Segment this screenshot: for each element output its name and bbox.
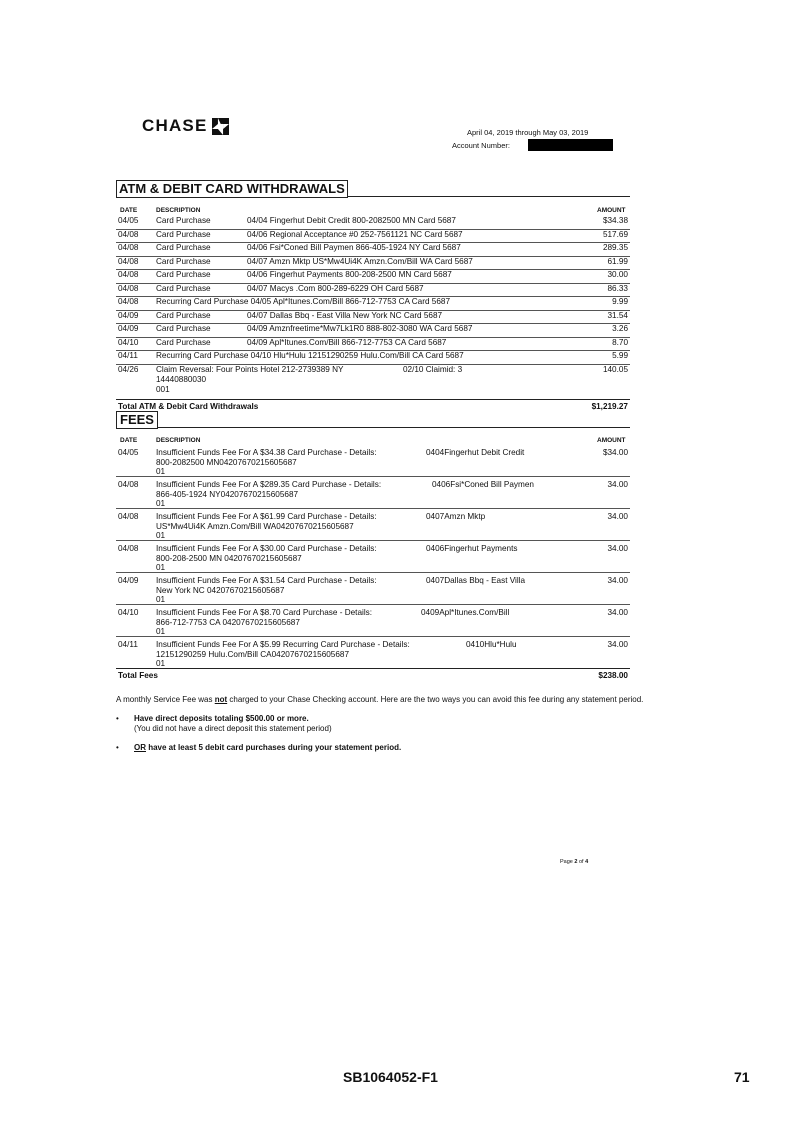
row-type: Card Purchase (156, 324, 211, 333)
row-amount: 289.35 (602, 243, 628, 252)
row-date: 04/10 (118, 608, 139, 617)
row-amount: 8.70 (612, 337, 628, 347)
row-date: 04/08 (118, 270, 139, 279)
withdrawals-total-amount: $1,219.27 (591, 401, 628, 411)
row-type: Card Purchase (156, 216, 211, 225)
fees-section-header (116, 411, 630, 429)
row-date: 04/08 (118, 480, 139, 489)
fee-merchant: 0406Fsi*Coned Bill Paymen (432, 480, 534, 489)
fee-line-3: 01 (156, 467, 166, 476)
table-row (116, 230, 630, 244)
bullet-1-subtext: (You did not have a direct deposit this statement period) (134, 723, 332, 733)
row-type: Card Purchase (156, 337, 211, 347)
fee-line-1: Insufficient Funds Fee For A $8.70 Card Purchase - Details: (156, 608, 373, 617)
bullet-2-or: OR (134, 743, 146, 752)
row-amount: 34.00 (607, 544, 628, 553)
row-description: 04/07 Dallas Bbq - East Villa New York NC Card 5687 (247, 310, 443, 320)
account-number-label: Account Number: (452, 141, 510, 150)
table-row (116, 243, 630, 257)
section-rule (116, 427, 630, 428)
fees-total-label: Total Fees (118, 671, 158, 680)
row-date: 04/10 (118, 337, 139, 347)
page-label: Page (560, 859, 573, 865)
table-row (116, 324, 630, 338)
fee-line-1: Insufficient Funds Fee For A $289.35 Card Purchase - Details: (156, 480, 382, 489)
fee-line-2: US*Mw4Ui4K Amzn.Com/Bill WA04207670215605687 (156, 521, 354, 531)
claim-line-1: Claim Reversal: Four Points Hotel 212-2739389 NY (156, 364, 344, 374)
row-description: 04/06 Fsi*Coned Bill Paymen 866-405-1924 NY Card 5687 (247, 243, 461, 252)
row-type: Card Purchase (156, 283, 211, 293)
row-date: 04/26 (118, 364, 139, 374)
row-date: 04/08 (118, 297, 139, 306)
claim-line-1-id: 02/10 Claimid: 3 (403, 364, 463, 374)
bullet-dot: • (116, 743, 119, 752)
page-total: 4 (585, 859, 589, 865)
row-type: Card Purchase (156, 256, 211, 266)
fees-total-row (116, 668, 630, 683)
fee-line-3: 01 (156, 531, 166, 540)
fees-col-description: DESCRIPTION (156, 437, 201, 444)
fee-line-1: Insufficient Funds Fee For A $31.54 Card Purchase - Details: (156, 576, 377, 585)
row-amount: 34.00 (607, 608, 628, 617)
chase-logo (142, 116, 229, 136)
row-amount: 5.99 (612, 351, 628, 360)
row-type: Card Purchase (156, 243, 211, 252)
table-row (116, 445, 630, 477)
notice-not: not (214, 695, 228, 704)
footer-page-number: 71 (734, 1069, 750, 1085)
fee-line-2: 866-712-7753 CA 04207670215605687 (156, 617, 300, 627)
row-date: 04/08 (118, 256, 139, 266)
row-amount: 3.26 (612, 324, 628, 333)
table-row (116, 541, 630, 573)
fee-merchant: 0407Amzn Mktp (426, 512, 486, 521)
row-description: 04/06 Fingerhut Payments 800-208-2500 MN Card 5687 (247, 270, 452, 279)
fee-merchant: 0404Fingerhut Debit Credit (426, 448, 525, 457)
row-amount: 9.99 (612, 297, 628, 306)
row-description: 04/07 Macys .Com 800-289-6229 OH Card 5687 (247, 283, 424, 293)
row-date: 04/08 (118, 512, 139, 521)
table-row (116, 311, 630, 325)
row-amount: 140.05 (602, 364, 628, 374)
row-description: 04/07 Amzn Mktp US*Mw4Ui4K Amzn.Com/Bill WA Card 5687 (247, 256, 473, 266)
bullet-dot: • (116, 714, 119, 723)
row-description: Recurring Card Purchase 04/10 Hlu*Hulu 12151290259 Hulu.Com/Bill CA Card 5687 (156, 351, 464, 360)
row-amount: 86.33 (607, 283, 628, 293)
table-row (116, 216, 630, 230)
table-row (116, 605, 630, 637)
row-description: 04/04 Fingerhut Debit Credit 800-2082500 MN Card 5687 (247, 216, 456, 225)
row-amount: 31.54 (607, 310, 628, 320)
withdrawals-col-date: DATE (120, 207, 138, 214)
footer-document-code: SB1064052-F1 (343, 1069, 438, 1085)
row-date: 04/09 (118, 324, 139, 333)
fee-line-3: 01 (156, 627, 166, 636)
table-row (116, 351, 630, 365)
row-date: 04/09 (118, 576, 139, 585)
row-date: 04/05 (118, 448, 139, 457)
table-row (116, 338, 630, 352)
row-date: 04/11 (118, 640, 138, 649)
row-amount: $34.00 (602, 448, 628, 457)
fee-line-1: Insufficient Funds Fee For A $61.99 Card Purchase - Details: (156, 512, 377, 521)
table-row (116, 637, 630, 668)
fee-merchant: 0409Apl*Itunes.Com/Bill (421, 608, 510, 617)
account-number-redacted (528, 139, 613, 151)
row-description: 04/09 Apl*Itunes.Com/Bill 866-712-7753 CA Card 5687 (247, 337, 447, 347)
row-date: 04/08 (118, 243, 139, 252)
page-of: of (578, 859, 584, 865)
row-type: Card Purchase (156, 270, 211, 279)
fee-line-2: 12151290259 Hulu.Com/Bill CA04207670215605687 (156, 649, 350, 659)
withdrawals-section-header (116, 180, 630, 198)
bullet-1-text: Have direct deposits totaling $500.00 or more. (134, 714, 309, 723)
row-description: Recurring Card Purchase 04/05 Apl*Itunes.Com/Bill 866-712-7753 CA Card 5687 (156, 297, 451, 306)
brand-name: CHASE (142, 116, 208, 135)
page-current: 2 (574, 859, 578, 865)
row-amount: 34.00 (607, 576, 628, 585)
fees-table (116, 445, 630, 683)
table-row (116, 284, 630, 298)
table-row (116, 297, 630, 311)
fee-line-3: 01 (156, 563, 166, 572)
row-date: 04/08 (118, 283, 139, 293)
row-amount: 61.99 (607, 256, 628, 266)
row-description: 04/06 Regional Acceptance #0 252-7561121 NC Card 5687 (247, 229, 463, 239)
withdrawals-title: ATM & DEBIT CARD WITHDRAWALS (116, 180, 348, 198)
fee-merchant: 0407Dallas Bbq - East Villa (426, 576, 526, 585)
table-row-claim (116, 365, 630, 399)
withdrawals-col-description: DESCRIPTION (156, 207, 201, 214)
bullet-2-rest: have at least 5 debit card purchases during your statement period. (146, 743, 402, 752)
fees-col-date: DATE (120, 437, 138, 444)
fee-line-2: New York NC 04207670215605687 (156, 585, 285, 595)
statement-period: April 04, 2019 through May 03, 2019 (467, 128, 589, 137)
fees-total-amount: $238.00 (598, 671, 628, 680)
row-type: Card Purchase (156, 310, 211, 320)
row-amount: $34.38 (602, 216, 628, 225)
notice-text-b: charged to your Chase Checking account. Here are the two ways you can avoid this fee during any statement period. (227, 695, 644, 704)
row-date: 04/08 (118, 229, 139, 239)
row-date: 04/09 (118, 310, 139, 320)
row-date: 04/11 (118, 351, 138, 360)
fee-line-1: Insufficient Funds Fee For A $30.00 Card Purchase - Details: (156, 544, 377, 553)
row-date: 04/05 (118, 216, 139, 225)
fee-line-3: 01 (156, 659, 166, 668)
fee-merchant: 0410Hlu*Hulu (466, 640, 517, 649)
claim-line-2: 14440880030 (156, 374, 207, 384)
table-row (116, 477, 630, 509)
withdrawals-table (116, 216, 630, 414)
row-amount: 517.69 (602, 229, 628, 239)
row-description: 04/09 Amznfreetime*Mw7Lk1R0 888-802-3080 WA Card 5687 (247, 324, 473, 333)
bullet-2-text (134, 743, 401, 753)
notice-text-a: A monthly Service Fee was (116, 695, 215, 704)
table-row (116, 509, 630, 541)
withdrawals-col-amount: AMOUNT (597, 207, 626, 214)
fee-line-3: 01 (156, 499, 166, 508)
fee-merchant: 0406Fingerhut Payments (426, 544, 518, 553)
fee-line-2: 800-208-2500 MN 04207670215605687 (156, 553, 302, 563)
fee-line-2: 800-2082500 MN04207670215605687 (156, 457, 297, 467)
withdrawals-total-label: Total ATM & Debit Card Withdrawals (118, 401, 259, 411)
table-row (116, 573, 630, 605)
row-amount: 34.00 (607, 512, 628, 521)
service-fee-notice (116, 695, 646, 705)
table-row (116, 257, 630, 271)
fee-line-2: 866-405-1924 NY04207670215605687 (156, 489, 299, 499)
row-amount: 30.00 (607, 270, 628, 279)
table-row (116, 270, 630, 284)
row-date: 04/08 (118, 544, 139, 553)
row-type: Card Purchase (156, 229, 211, 239)
row-amount: 34.00 (607, 480, 628, 489)
claim-line-3: 001 (156, 384, 170, 394)
fee-line-3: 01 (156, 595, 166, 604)
fees-col-amount: AMOUNT (597, 437, 626, 444)
fee-line-1: Insufficient Funds Fee For A $5.99 Recurring Card Purchase - Details: (156, 640, 410, 649)
page-number (560, 859, 588, 865)
fees-title: FEES (116, 411, 158, 429)
fee-line-1: Insufficient Funds Fee For A $34.38 Card Purchase - Details: (156, 448, 377, 457)
row-amount: 34.00 (607, 640, 628, 649)
chase-octagon-icon (212, 118, 229, 135)
